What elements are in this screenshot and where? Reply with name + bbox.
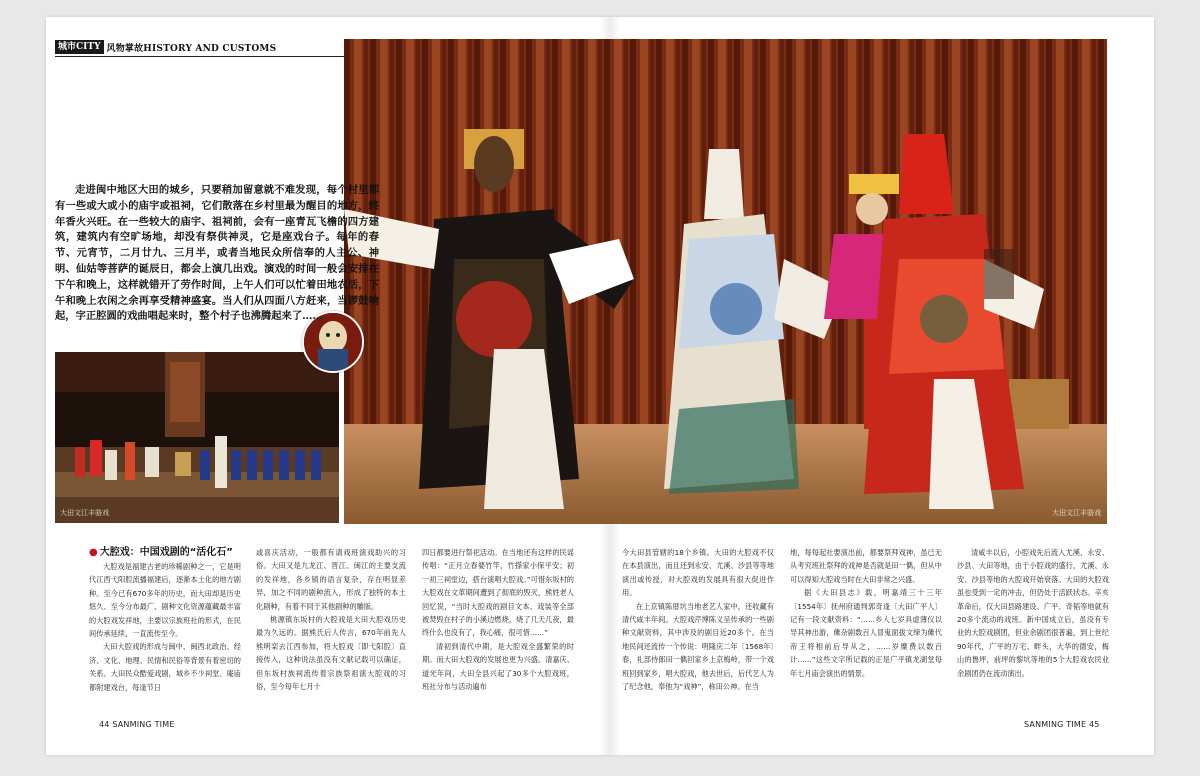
article-column-5 [790,546,942,718]
article-paragraph: 或喜庆活动，一般都有请戏班演戏助兴的习俗。大田又是九龙江、晋江、闽江的主要支流的发祥地，各乡镇的语言复杂，存在明显差异，加之不同的剧种流入，形成了独特的本土化剧种，有着不同于其他剧种的雕版。 [256,548,406,611]
article-column-2 [256,546,406,718]
opera-stage-photo [344,39,1107,524]
article-paragraph: 清咸丰以后，小腔戏先后流入尤溪、永安、沙县、大田等地，由于小腔戏的盛行，尤溪、永安、沙县等地的大腔戏开始衰落。大田的大腔戏虽也受到一定的冲击，但仍处于活跃状态。辛亥革命后，仅大田县路建设、广平、奇韬等地就有20多个流动的戏班。新中国成立后，虽没有专业的大腔戏剧团，但业余剧团很普遍，到上世纪90年代，广平的万宅、畔头，大华的德安，梅山的鲁坪，前坪的黎坑等地的5个大腔戏农民业余剧团仍在流动演出。 [957,548,1109,678]
article-column-1 [89,546,241,718]
article-column-4 [622,546,774,718]
article-paragraph: 今大田县管辖的18个乡镇。大田的大腔戏不仅在本县演出，而且还到永安、尤溪、沙县等等地演出或传授，对大腔戏的发展具有很大促进作用。 [622,548,774,598]
performance-illustration [55,352,339,523]
page-number-left: 44 SANMING TIME [99,720,175,729]
intro-paragraph: 走进闽中地区大田的城乡，只要稍加留意就不难发现，每个村里都有一些或大或小的庙宇或祖祠，它们散落在乡村里最为醒目的地方，终年香火兴旺。在一些较大的庙宇、祖祠前，会有一座青瓦飞檐的四方建筑，建筑内有空旷场地，却没有祭供神灵，它是座戏台子。每年的春节、元宵节，二月廿九、三月半，或者当地民众所信奉的人主公、神明、仙姑等菩萨的诞辰日，都会上演几出戏。演戏的时间一般会安排在下午和晚上，这样就错开了劳作时间，上午人们可以忙着田地农活，下午和晚上农闲之余再享受精神盛宴。当人们从四面八方赶来，当锣鼓响起，字正腔圆的戏曲唱起来时，整个村子也沸腾起来了…… [55,184,379,323]
bullet-dot-icon: ● [89,547,98,558]
article-paragraph: 四日都要进行祭祀活动。在当地还有这样的民谣传唱：“正月立春婆竹竿，竹搽家小保平安；初一初三祠堂边，搭台演唱大腔戏。”可惜东坂村的大腔戏在文革期间遭到了彻底的毁灭，熊姓老人回忆说，“当时大腔戏的剧目文本、戏装等全部被焚毁在村子的小溪边燃烧，烧了几天几夜，最终什么也没有了，我心痛，很可惜……” [422,548,574,638]
article-paragraph: 据《大田县志》载，明嘉靖三十三年〔1554年〕抚州府通判郭奇逢〔大田广平人〕记有一段文献资料：“……乡人七岁具虚薄仪以导其神出游，傩杂剧数百人冒鬼面拔文缔为傩代帝王将相前后导从之，……岁糜费以数百计……”这些文字所记载的正是广平镇龙湖堂每年七月庙会演出的情景。 [790,588,942,678]
article-paragraph: 桃源镇东坂村的大腔戏是大田大腔戏历史最为久远的。据熊氏后人传言，670年前先人熊明栾去江西参加，将大腔戏〔即弋阳腔〕直接传入，这种说法虽没有文献记载可以确证，但东坂村族祠流传着宗族祭祖演大腔戏的习俗，至今每年七月十 [256,615,406,692]
article-paragraph: 大田大腔戏的形成与闽中、闽西北政治、经济、文化、地理、民情和民俗等背景有着密切的关系。大田民众酷爱戏剧，城乡不少祠堂、庵庙都附建戏台，每逢节日 [89,642,241,692]
article-column-3 [422,546,574,718]
section-header [55,39,276,55]
article-paragraph: 清初到清代中期，是大腔戏全盛繁荣的时期。而大田大腔戏的发展也更为兴盛。清嘉庆、道光年间，大田全县兴起了30多个大腔戏班，班社分布与活动遍布 [422,641,574,692]
article-paragraph: 在上京镇陈厝坑当地老艺人家中，还收藏有清代咸丰年间。大腔戏芹博陈义呈传承的一些剧种文献资料，其中涉及的剧目近20多个。在当地民间还流传一个传说：明隆庆二年〔1568年〕春，礼部侍郎田一儁回家乡上京梅岭，带一个戏班回到家乡，唱大腔戏，他去世后，后代艺人为了纪念他，奉他为“戏神”，称田公神。在当 [622,601,774,692]
article-paragraph: 大腔戏是福建古老的珍稀剧种之一，它是明代江西弋阳腔流播福建后，逐渐本土化的地方剧种。至今已有670多年的历史，而大田却是历史悠久、至今分布最广、剧种文化资源蕴藏最丰富的大腔戏发祥地，主要以宗族班社的形式，在民间传承延续，一直流传至今。 [89,562,241,639]
article-heading: ● 大腔戏：中国戏剧的“活化石” [89,547,233,558]
opera-stage-illustration [344,39,1107,524]
section-title: 风物掌故HISTORY AND CUSTOMS [106,43,277,54]
article-column-6 [957,546,1109,718]
opera-performance-photo [55,352,339,523]
small-photo-caption: 大田文江丰骆戏 [60,509,109,517]
article-paragraph: 地，每每起社要演出前，都要祭拜戏神，虽已无从考究班社祭拜的戏神是否就是田一儁，但从中可以得知大腔戏当时在大田非常之兴盛。 [790,548,942,584]
page-number-right: SANMING TIME 45 [1024,720,1100,729]
header-rule [55,56,384,57]
stage-photo-caption: 大田文江丰骆戏 [1052,509,1101,517]
section-badge: 城市CITY [55,40,104,54]
